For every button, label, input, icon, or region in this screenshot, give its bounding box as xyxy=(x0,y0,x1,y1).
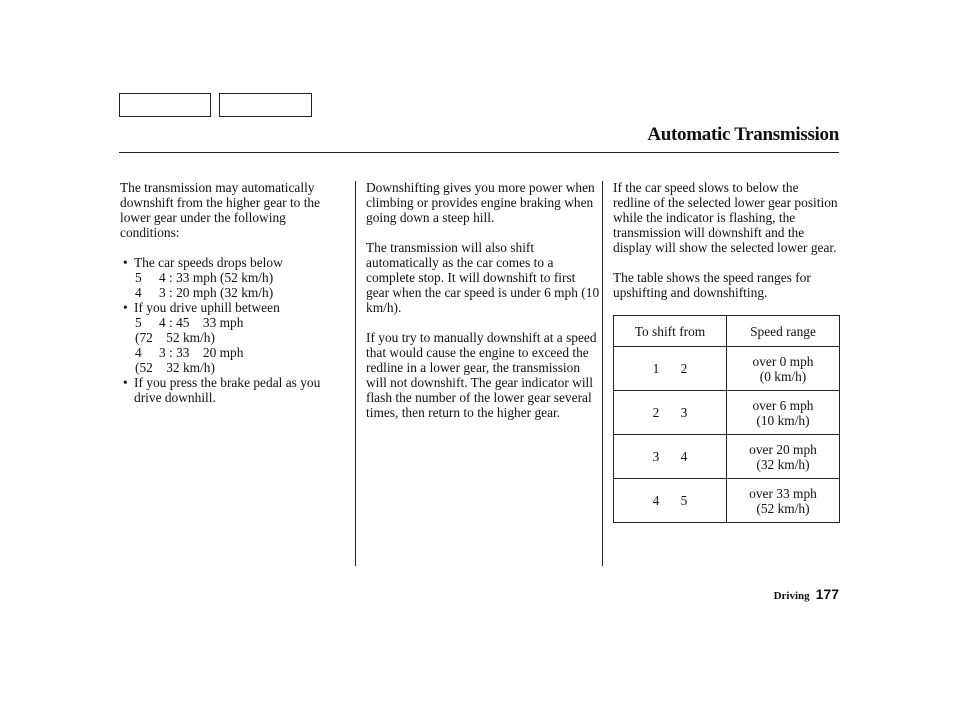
column-divider-1 xyxy=(355,181,356,566)
table-header: Speed range xyxy=(727,316,840,347)
list-item: • If you press the brake pedal as you drive downhill. xyxy=(120,375,348,405)
paragraph: If you try to manually downshift at a speed that would cause the engine to exceed the redline in a lower gear, the transmission will not downshift. The gear indicator will flash the number of the lower gear several times, then return to the higher gear. xyxy=(366,330,597,420)
header-rule xyxy=(119,152,839,153)
speed-range-table xyxy=(613,315,840,523)
speed-row: 4 3 : 33 20 mph xyxy=(135,345,244,360)
page-footer xyxy=(774,586,839,604)
paragraph: Downshifting gives you more power when climbing or provides engine braking when going down a steep hill. xyxy=(366,180,595,225)
paragraph: The table shows the speed ranges for upshifting and downshifting. xyxy=(613,270,811,300)
column-3 xyxy=(613,180,839,523)
table-header-row xyxy=(614,316,840,347)
condition-list xyxy=(120,255,348,405)
table-row: 2 3 over 6 mph (10 km/h) xyxy=(614,391,840,435)
page-number: 177 xyxy=(815,586,839,602)
page-title: Automatic Transmission xyxy=(647,124,839,145)
table-row: 4 5 over 33 mph (52 km/h) xyxy=(614,479,840,523)
speed-row: (72 52 km/h) xyxy=(135,330,215,345)
list-item: • The car speeds drops below xyxy=(120,255,348,270)
section-label: Driving xyxy=(773,590,810,602)
intro-paragraph: The transmission may automatically downshift from the higher gear to the lower gear under the following conditions: xyxy=(120,180,321,240)
column-divider-2 xyxy=(602,181,603,566)
paragraph: If the car speed slows to below the redline of the selected lower gear position while the indicator is flashing, the transmission will downshift and the display will show the selected lower gear. xyxy=(613,180,838,255)
paragraph: The transmission will also shift automatically as the car comes to a complete stop. It will downshift to first gear when the car speed is under 6 mph (10 km/h). xyxy=(366,240,600,315)
table-row: 1 2 over 0 mph (0 km/h) xyxy=(614,347,840,391)
speed-row: 4 3 : 20 mph (32 km/h) xyxy=(135,285,274,300)
speed-row: 5 4 : 45 33 mph xyxy=(135,315,244,330)
nav-tab-blank-1 xyxy=(119,93,211,117)
column-1 xyxy=(120,180,348,405)
speed-row: 5 4 : 33 mph (52 km/h) xyxy=(135,270,274,285)
column-2 xyxy=(366,180,600,435)
table-header: To shift from xyxy=(614,316,727,347)
table-row: 3 4 over 20 mph (32 km/h) xyxy=(614,435,840,479)
speed-row: (52 32 km/h) xyxy=(135,360,215,375)
list-item: • If you drive uphill between xyxy=(120,300,348,315)
nav-tab-blank-2 xyxy=(219,93,312,117)
